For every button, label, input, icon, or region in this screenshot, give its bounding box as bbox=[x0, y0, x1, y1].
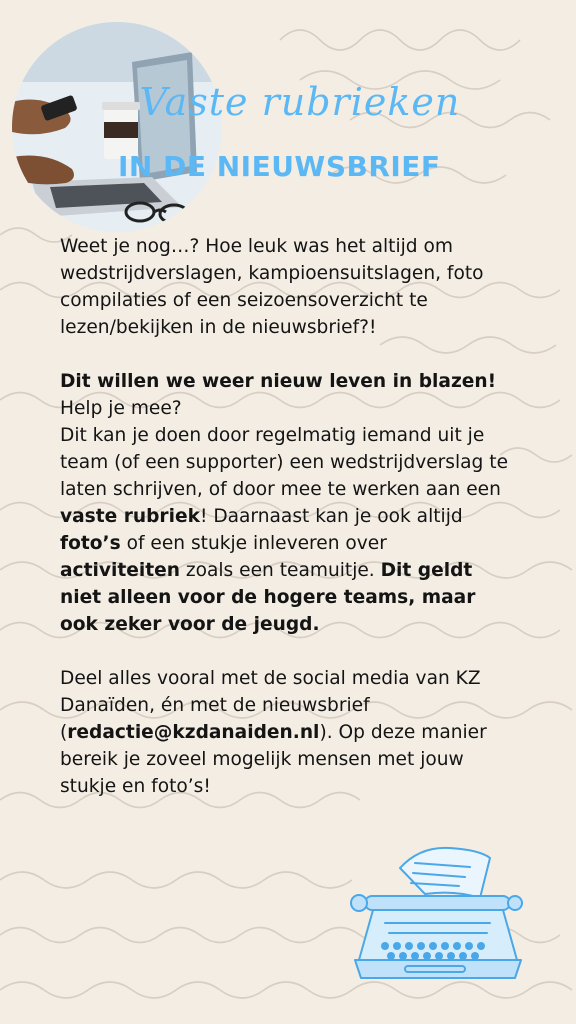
text-fragment: ! Daarnaast kan je ook altijd bbox=[199, 506, 463, 527]
text-fragment: Deel alles vooral met de social media van KZ Danaïden, én met de nieuwsbrief ( bbox=[60, 668, 481, 743]
call-to-action-paragraph bbox=[60, 368, 510, 638]
text-fragment: ). Op deze manier bereik je zoveel mogelijk mensen met jouw stukje en foto’s! bbox=[60, 722, 487, 797]
laptop-photo bbox=[12, 22, 222, 232]
bold-teams-note: Dit geldt niet alleen voor de hogere teams, maar ook zeker voor de jeugd. bbox=[60, 560, 476, 635]
bold-fotos: foto’s bbox=[60, 533, 121, 554]
intro-paragraph: Weet je nog…? Hoe leuk was het altijd om wedstrijdverslagen, kampioensuitslagen, foto compilaties of een seizoensoverzicht te lezen/bekijken in de nieuwsbrief?! bbox=[60, 236, 484, 338]
title-caps: IN DE NIEUWSBRIEF bbox=[118, 150, 441, 183]
bold-activiteiten: activiteiten bbox=[60, 560, 180, 581]
bold-vaste-rubriek: vaste rubriek bbox=[60, 506, 200, 527]
text-fragment: Dit kan je doen door regelmatig iemand uit je team (of een supporter) een wedstrijdverslag te laten schrijven, of door mee te werken aan een bbox=[60, 425, 509, 500]
email-link[interactable]: redactie@kzdanaiden.nl bbox=[67, 722, 320, 743]
share-paragraph bbox=[60, 665, 510, 800]
text-fragment: of een stukje inleveren over bbox=[120, 533, 387, 554]
help-question: Help je mee? bbox=[60, 398, 182, 419]
typewriter-icon bbox=[345, 838, 525, 998]
text-fragment: zoals een teamuitje. bbox=[179, 560, 381, 581]
title-script: Vaste rubrieken bbox=[139, 80, 461, 124]
body-text bbox=[60, 233, 510, 800]
bold-heading: Dit willen we weer nieuw leven in blazen! bbox=[60, 371, 497, 392]
